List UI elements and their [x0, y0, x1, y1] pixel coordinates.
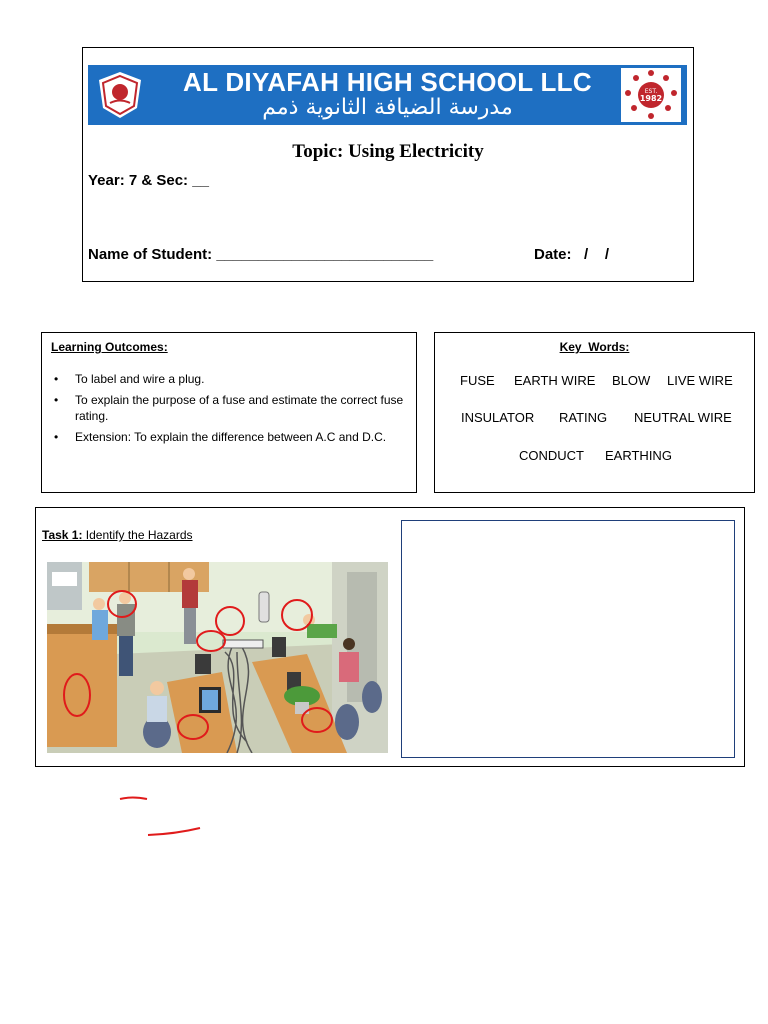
- list-item: • To explain the purpose of a fuse and estimate the correct fuse rating.: [52, 392, 407, 424]
- student-name-field: Name of Student: __________________________: [88, 246, 434, 263]
- key-words-box: [434, 332, 755, 493]
- key-word: BLOW: [612, 373, 651, 388]
- key-word: FUSE: [460, 373, 495, 388]
- key-word: CONDUCT: [519, 448, 584, 463]
- task1-box: [35, 507, 745, 767]
- school-anniversary-logo: [621, 68, 681, 122]
- key-word: RATING: [559, 410, 608, 425]
- key-words-title: Key Words:: [559, 340, 630, 354]
- school-banner: [88, 65, 687, 125]
- list-item: • To label and wire a plug.: [52, 371, 407, 387]
- key-word: EARTH WIRE: [514, 373, 596, 388]
- learning-outcomes-list: [52, 371, 407, 450]
- school-name-english: AL DIYAFAH HIGH SCHOOL LLC: [183, 67, 592, 97]
- key-word: INSULATOR: [461, 410, 535, 425]
- hazards-answer-box[interactable]: [401, 520, 735, 758]
- key-word: NEUTRAL WIRE: [634, 410, 732, 425]
- topic-title: Topic: Using Electricity: [292, 141, 484, 162]
- school-name-arabic: مدرسة الضيافة الثانوية ذمم: [262, 95, 513, 120]
- key-word: EARTHING: [605, 448, 672, 463]
- date-field: Date: / /: [534, 246, 610, 263]
- task1-title: [42, 528, 193, 542]
- learning-outcomes-box: [41, 332, 417, 493]
- logo-est-label: EST.: [644, 88, 658, 95]
- logo-year-label: 1982: [639, 94, 663, 103]
- office-hazards-illustration: [47, 562, 388, 753]
- task1-label: Task 1:: [42, 528, 83, 542]
- learning-outcomes-title: Learning Outcomes:: [51, 340, 168, 354]
- list-item: • Extension: To explain the difference between A.C and D.C.: [52, 429, 407, 445]
- key-word: LIVE WIRE: [667, 373, 733, 388]
- year-section-field: Year: 7 & Sec: __: [88, 172, 209, 189]
- task1-instruction: Identify the Hazards: [82, 528, 193, 542]
